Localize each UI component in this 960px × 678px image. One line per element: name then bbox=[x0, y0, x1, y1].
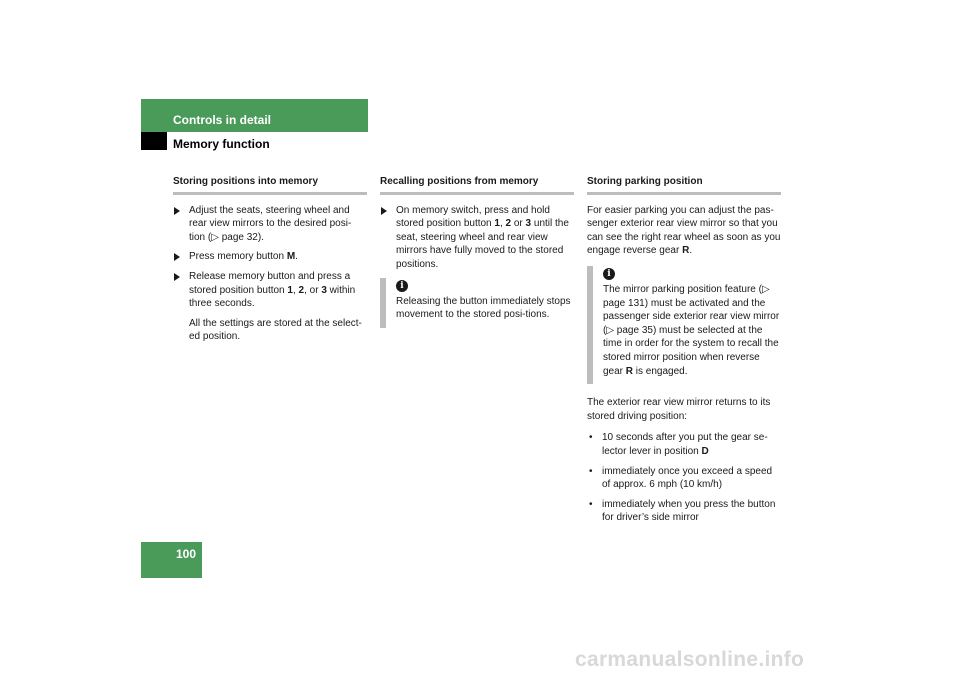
list-item: • immediately when you press the button for driver’s side mirror bbox=[589, 498, 776, 524]
list-item: • immediately once you exceed a speed of approx. 6 mph (10 km/h) bbox=[589, 465, 773, 491]
step-hold-button: On memory switch, press and hold stored position button 1, 2 or 3 until the seat, steering wheel and rear view mirrors have fully moved to the stored positions. bbox=[380, 204, 574, 272]
bullet-icon: • bbox=[589, 498, 593, 510]
note-text: The mirror parking position feature (▷ page 131) must be activated and the passenger side exterior rear view mirror (▷ page 35) must be selected at the time in order for the system to recall the stored mirror position when reverse gear R is engaged. bbox=[603, 283, 780, 377]
parking-intro: For easier parking you can adjust the pas-senger exterior rear view mirror so that you can see the right rear wheel as soon as you engage reverse gear R. bbox=[587, 204, 781, 257]
step-adjust: Adjust the seats, steering wheel and rear view mirrors to the desired posi-tion (▷ page 32). bbox=[173, 204, 367, 245]
step-release-memory: Release memory button and press a stored position button 1, 2, or 3 within three seconds. bbox=[173, 270, 367, 311]
page-number-box bbox=[141, 542, 202, 578]
section-title: Memory function bbox=[173, 137, 270, 151]
column-storing-positions bbox=[173, 175, 367, 350]
column-recalling-positions bbox=[380, 175, 574, 340]
bullet-icon: • bbox=[589, 432, 593, 444]
step-arrow-icon bbox=[381, 207, 387, 215]
section-marker bbox=[141, 132, 167, 150]
step-press-memory: Press memory button M. bbox=[173, 250, 367, 264]
heading-parking-position: Storing parking position bbox=[587, 175, 781, 195]
note-text: Releasing the button immediately stops movement to the stored posi-tions. bbox=[396, 295, 571, 321]
note-parking-feature bbox=[587, 266, 781, 384]
page-number: 100 bbox=[175, 547, 196, 561]
mirror-returns-text: The exterior rear view mirror returns to its stored driving position: bbox=[587, 397, 771, 422]
step-arrow-icon bbox=[174, 207, 180, 215]
watermark-footer: carmanualsonline.info bbox=[575, 648, 805, 671]
note-release-button bbox=[380, 278, 574, 328]
info-icon: i bbox=[396, 280, 408, 292]
bullet-icon: • bbox=[589, 465, 593, 477]
heading-storing-positions: Storing positions into memory bbox=[173, 175, 367, 195]
step-arrow-icon bbox=[174, 273, 180, 281]
chapter-title: Controls in detail bbox=[173, 113, 272, 127]
step-arrow-icon bbox=[174, 253, 180, 261]
chapter-header bbox=[141, 99, 368, 132]
list-item: • 10 seconds after you put the gear se-lector lever in position D bbox=[589, 432, 768, 457]
column-parking-position bbox=[587, 175, 781, 531]
info-icon: i bbox=[603, 268, 615, 280]
step-result: All the settings are stored at the select-ed position. bbox=[189, 317, 362, 343]
heading-recalling-positions: Recalling positions from memory bbox=[380, 175, 574, 195]
